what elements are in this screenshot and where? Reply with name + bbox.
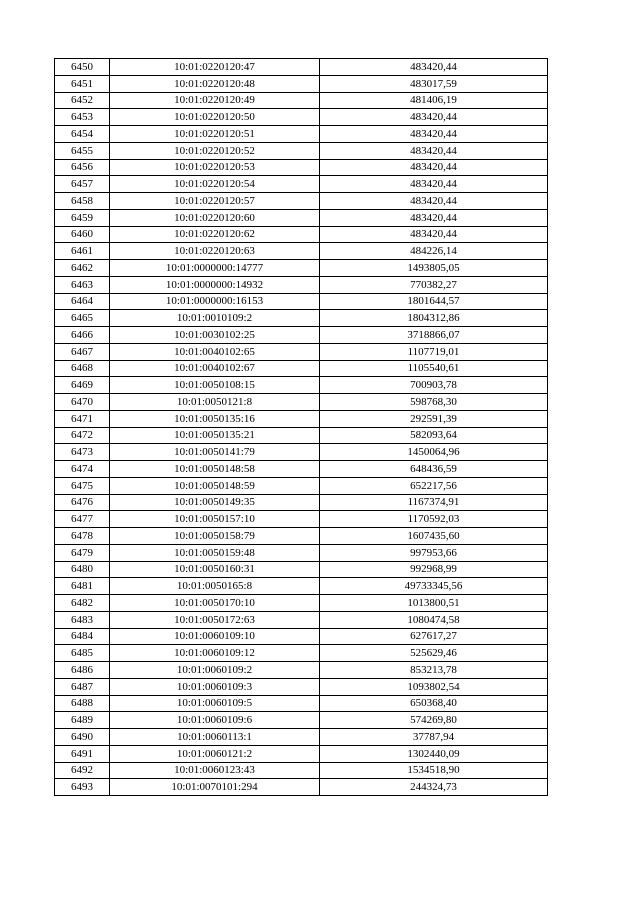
row-number-cell: 6463 (55, 276, 110, 293)
table-row (55, 662, 548, 679)
table-row (55, 444, 548, 461)
table-row (55, 176, 548, 193)
cadastral-number-cell: 10:01:0000000:16153 (110, 293, 320, 310)
value-cell: 700903,78 (320, 377, 548, 394)
cadastral-number-cell: 10:01:0000000:14932 (110, 276, 320, 293)
value-cell: 483420,44 (320, 109, 548, 126)
value-cell: 1080474,58 (320, 611, 548, 628)
value-cell: 598768,30 (320, 394, 548, 411)
cadastral-number-cell: 10:01:0040102:67 (110, 360, 320, 377)
value-cell: 770382,27 (320, 276, 548, 293)
cadastral-number-cell: 10:01:0050135:16 (110, 410, 320, 427)
table-row (55, 343, 548, 360)
row-number-cell: 6469 (55, 377, 110, 394)
row-number-cell: 6466 (55, 327, 110, 344)
table-row (55, 745, 548, 762)
table-row (55, 511, 548, 528)
table-row (55, 159, 548, 176)
cadastral-number-cell: 10:01:0220120:54 (110, 176, 320, 193)
row-number-cell: 6452 (55, 92, 110, 109)
table-row (55, 611, 548, 628)
table-row (55, 142, 548, 159)
row-number-cell: 6478 (55, 528, 110, 545)
value-cell: 37787,94 (320, 729, 548, 746)
value-cell: 1534518,90 (320, 762, 548, 779)
table-row (55, 226, 548, 243)
row-number-cell: 6456 (55, 159, 110, 176)
cadastral-number-cell: 10:01:0070101:294 (110, 779, 320, 796)
cadastral-number-cell: 10:01:0050172:63 (110, 611, 320, 628)
table-row (55, 762, 548, 779)
table-row (55, 779, 548, 796)
row-number-cell: 6490 (55, 729, 110, 746)
table-row (55, 92, 548, 109)
cadastral-number-cell: 10:01:0220120:62 (110, 226, 320, 243)
value-cell: 1801644,57 (320, 293, 548, 310)
value-cell: 1093802,54 (320, 678, 548, 695)
table-row (55, 59, 548, 76)
row-number-cell: 6489 (55, 712, 110, 729)
table-row (55, 645, 548, 662)
table-row (55, 427, 548, 444)
row-number-cell: 6488 (55, 695, 110, 712)
row-number-cell: 6471 (55, 410, 110, 427)
cadastral-number-cell: 10:01:0050135:21 (110, 427, 320, 444)
cadastral-number-cell: 10:01:0220120:49 (110, 92, 320, 109)
row-number-cell: 6475 (55, 477, 110, 494)
row-number-cell: 6493 (55, 779, 110, 796)
row-number-cell: 6480 (55, 561, 110, 578)
value-cell: 483420,44 (320, 176, 548, 193)
row-number-cell: 6455 (55, 142, 110, 159)
table-row (55, 327, 548, 344)
cadastral-number-cell: 10:01:0050158:79 (110, 528, 320, 545)
table-row (55, 193, 548, 210)
table-row (55, 712, 548, 729)
row-number-cell: 6453 (55, 109, 110, 126)
data-table (54, 58, 548, 796)
value-cell: 1167374,91 (320, 494, 548, 511)
value-cell: 1170592,03 (320, 511, 548, 528)
cadastral-number-cell: 10:01:0050148:58 (110, 461, 320, 478)
table-row (55, 75, 548, 92)
row-number-cell: 6458 (55, 193, 110, 210)
value-cell: 1804312,86 (320, 310, 548, 327)
table-row (55, 293, 548, 310)
cadastral-number-cell: 10:01:0220120:47 (110, 59, 320, 76)
value-cell: 853213,78 (320, 662, 548, 679)
value-cell: 483420,44 (320, 209, 548, 226)
cadastral-number-cell: 10:01:0050141:79 (110, 444, 320, 461)
value-cell: 49733345,56 (320, 578, 548, 595)
cadastral-number-cell: 10:01:0060109:2 (110, 662, 320, 679)
row-number-cell: 6451 (55, 75, 110, 92)
table-row (55, 126, 548, 143)
row-number-cell: 6450 (55, 59, 110, 76)
value-cell: 1302440,09 (320, 745, 548, 762)
value-cell: 627617,27 (320, 628, 548, 645)
cadastral-number-cell: 10:01:0050108:15 (110, 377, 320, 394)
value-cell: 292591,39 (320, 410, 548, 427)
cadastral-number-cell: 10:01:0060109:10 (110, 628, 320, 645)
row-number-cell: 6459 (55, 209, 110, 226)
value-cell: 244324,73 (320, 779, 548, 796)
cadastral-number-cell: 10:01:0220120:53 (110, 159, 320, 176)
value-cell: 1107719,01 (320, 343, 548, 360)
cadastral-number-cell: 10:01:0060123:43 (110, 762, 320, 779)
table-row (55, 528, 548, 545)
row-number-cell: 6465 (55, 310, 110, 327)
cadastral-number-cell: 10:01:0050159:48 (110, 544, 320, 561)
value-cell: 997953,66 (320, 544, 548, 561)
value-cell: 3718866,07 (320, 327, 548, 344)
value-cell: 483420,44 (320, 142, 548, 159)
cadastral-number-cell: 10:01:0030102:25 (110, 327, 320, 344)
cadastral-number-cell: 10:01:0000000:14777 (110, 260, 320, 277)
value-cell: 484226,14 (320, 243, 548, 260)
cadastral-number-cell: 10:01:0220120:48 (110, 75, 320, 92)
table-row (55, 494, 548, 511)
value-cell: 582093,64 (320, 427, 548, 444)
row-number-cell: 6487 (55, 678, 110, 695)
cadastral-number-cell: 10:01:0040102:65 (110, 343, 320, 360)
value-cell: 483420,44 (320, 159, 548, 176)
row-number-cell: 6454 (55, 126, 110, 143)
cadastral-number-cell: 10:01:0060121:2 (110, 745, 320, 762)
table-row (55, 477, 548, 494)
table-row (55, 561, 548, 578)
table-row (55, 310, 548, 327)
cadastral-number-cell: 10:01:0220120:51 (110, 126, 320, 143)
cadastral-number-cell: 10:01:0010109:2 (110, 310, 320, 327)
table-body (55, 59, 548, 796)
value-cell: 1607435,60 (320, 528, 548, 545)
row-number-cell: 6464 (55, 293, 110, 310)
table-row (55, 628, 548, 645)
table-row (55, 695, 548, 712)
table-row (55, 678, 548, 695)
table-row (55, 729, 548, 746)
table-row (55, 410, 548, 427)
cadastral-number-cell: 10:01:0050160:31 (110, 561, 320, 578)
row-number-cell: 6477 (55, 511, 110, 528)
row-number-cell: 6457 (55, 176, 110, 193)
cadastral-number-cell: 10:01:0220120:57 (110, 193, 320, 210)
row-number-cell: 6472 (55, 427, 110, 444)
cadastral-number-cell: 10:01:0050121:8 (110, 394, 320, 411)
table-row (55, 578, 548, 595)
value-cell: 483017,59 (320, 75, 548, 92)
value-cell: 481406,19 (320, 92, 548, 109)
row-number-cell: 6467 (55, 343, 110, 360)
cadastral-number-cell: 10:01:0060109:5 (110, 695, 320, 712)
value-cell: 1105540,61 (320, 360, 548, 377)
row-number-cell: 6474 (55, 461, 110, 478)
cadastral-number-cell: 10:01:0050149:35 (110, 494, 320, 511)
cadastral-number-cell: 10:01:0060113:1 (110, 729, 320, 746)
cadastral-number-cell: 10:01:0050148:59 (110, 477, 320, 494)
row-number-cell: 6476 (55, 494, 110, 511)
value-cell: 1493805,05 (320, 260, 548, 277)
cadastral-number-cell: 10:01:0050165:8 (110, 578, 320, 595)
table-row (55, 209, 548, 226)
row-number-cell: 6483 (55, 611, 110, 628)
table-row (55, 260, 548, 277)
row-number-cell: 6468 (55, 360, 110, 377)
value-cell: 483420,44 (320, 193, 548, 210)
row-number-cell: 6484 (55, 628, 110, 645)
row-number-cell: 6485 (55, 645, 110, 662)
value-cell: 1450064,96 (320, 444, 548, 461)
cadastral-number-cell: 10:01:0060109:6 (110, 712, 320, 729)
row-number-cell: 6470 (55, 394, 110, 411)
value-cell: 650368,40 (320, 695, 548, 712)
value-cell: 525629,46 (320, 645, 548, 662)
row-number-cell: 6486 (55, 662, 110, 679)
table-row (55, 461, 548, 478)
value-cell: 652217,56 (320, 477, 548, 494)
table-row (55, 109, 548, 126)
value-cell: 992968,99 (320, 561, 548, 578)
value-cell: 483420,44 (320, 59, 548, 76)
cadastral-number-cell: 10:01:0060109:3 (110, 678, 320, 695)
table-row (55, 377, 548, 394)
cadastral-number-cell: 10:01:0220120:52 (110, 142, 320, 159)
row-number-cell: 6481 (55, 578, 110, 595)
cadastral-number-cell: 10:01:0220120:60 (110, 209, 320, 226)
value-cell: 483420,44 (320, 226, 548, 243)
cadastral-number-cell: 10:01:0050170:10 (110, 595, 320, 612)
cadastral-number-cell: 10:01:0050157:10 (110, 511, 320, 528)
row-number-cell: 6492 (55, 762, 110, 779)
table-row (55, 544, 548, 561)
cadastral-number-cell: 10:01:0220120:63 (110, 243, 320, 260)
row-number-cell: 6479 (55, 544, 110, 561)
value-cell: 1013800,51 (320, 595, 548, 612)
value-cell: 574269,80 (320, 712, 548, 729)
table-row (55, 360, 548, 377)
value-cell: 483420,44 (320, 126, 548, 143)
cadastral-number-cell: 10:01:0220120:50 (110, 109, 320, 126)
row-number-cell: 6491 (55, 745, 110, 762)
row-number-cell: 6462 (55, 260, 110, 277)
table-row (55, 394, 548, 411)
row-number-cell: 6473 (55, 444, 110, 461)
row-number-cell: 6482 (55, 595, 110, 612)
table-row (55, 243, 548, 260)
value-cell: 648436,59 (320, 461, 548, 478)
row-number-cell: 6460 (55, 226, 110, 243)
table-row (55, 276, 548, 293)
row-number-cell: 6461 (55, 243, 110, 260)
cadastral-number-cell: 10:01:0060109:12 (110, 645, 320, 662)
table-row (55, 595, 548, 612)
